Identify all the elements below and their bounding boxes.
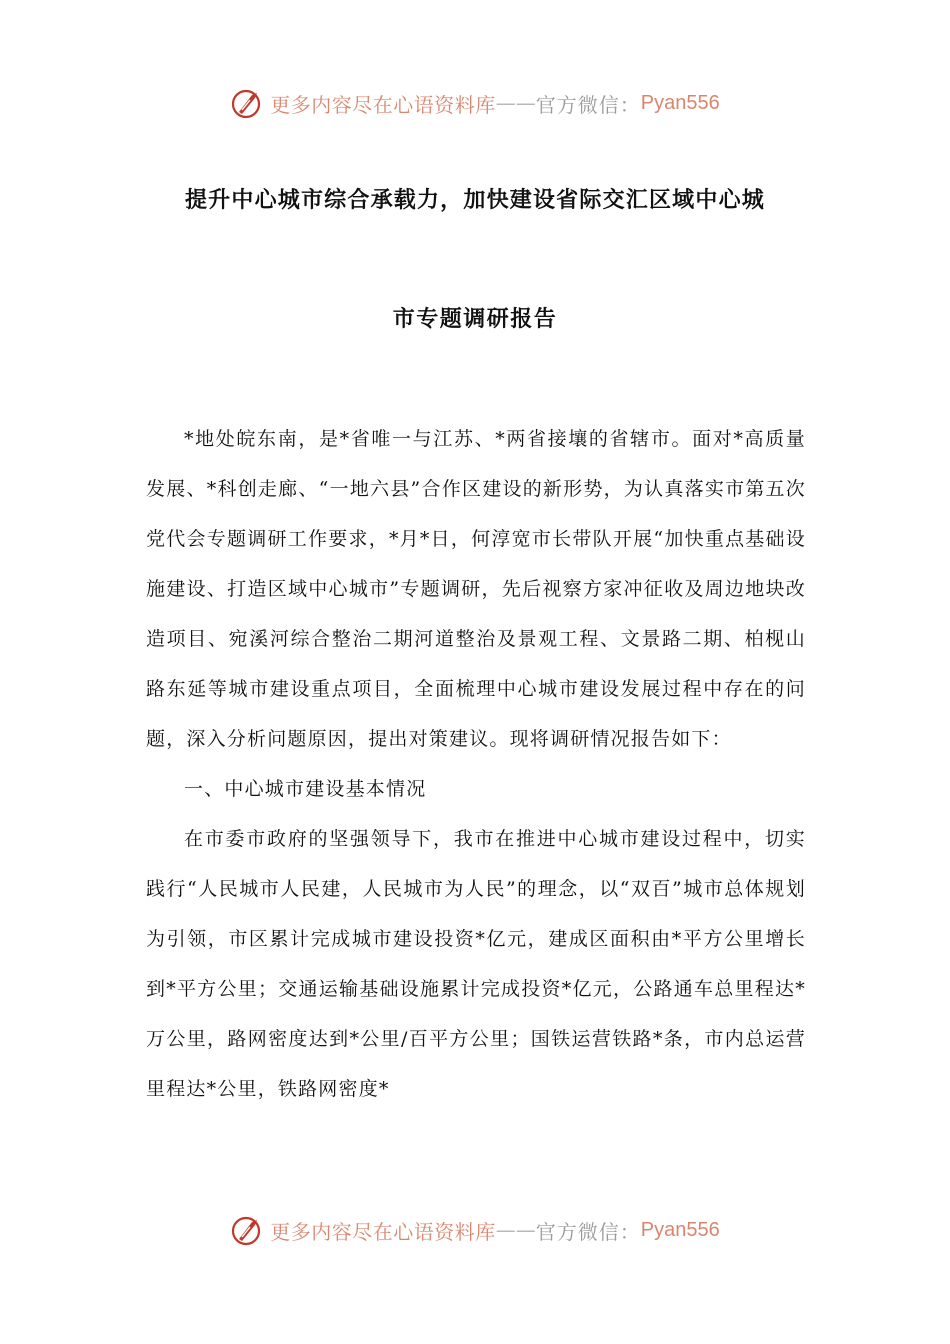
watermark-wechat-id: Pyan556 [640, 91, 720, 114]
section-heading-1: 一、中心城市建设基本情况 [184, 778, 427, 800]
watermark-wechat-label: 官方微信： [535, 92, 641, 117]
watermark-wechat-label: 官方微信： [535, 1219, 641, 1244]
watermark-text: 更多内容尽在心语资料库 [270, 92, 496, 117]
watermark-banner-bottom [0, 1210, 950, 1250]
pen-nib-circle-icon [230, 86, 264, 120]
pen-nib-circle-icon [230, 1213, 264, 1247]
watermark-banner-top [0, 83, 950, 123]
watermark-wechat-id: Pyan556 [640, 1218, 720, 1241]
document-title-line-2: 市专题调研报告 [392, 307, 558, 332]
paragraph-intro: *地处皖东南，是*省唯一与江苏、*两省接壤的省辖市。面对*高质量发展、*科创走廊、“一地六县”合作区建设的新形势，为认真落实市第五次党代会专题调研工作要求，*月*日，何淳宽市长带队开展“加快重点基础设施建设、打造区域中心城市”专题调研，先后视察方家冲征收及周边地块改造项目、宛溪河综合整治二期河道整治及景观工程、文景路二期、柏枧山路东延等城市建设重点项目，全面梳理中心城市建设发展过程中存在的问题，深入分析问题原因，提出对策建议。现将调研情况报告如下： [146, 428, 806, 750]
document-body [146, 414, 806, 1114]
watermark-text: 更多内容尽在心语资料库 [270, 1219, 496, 1244]
document-title-line-1: 提升中心城市综合承载力，加快建设省际交汇区域中心城 [184, 188, 765, 213]
watermark-dash: —— [495, 1218, 536, 1242]
watermark-dash: —— [495, 91, 536, 115]
paragraph-section-1: 在市委市政府的坚强领导下，我市在推进中心城市建设过程中，切实践行“人民城市人民建，人民城市为人民”的理念，以“双百”城市总体规划为引领，市区累计完成城市建设投资*亿元，建成区面积由*平方公里增长到*平方公里；交通运输基础设施累计完成投资*亿元，公路通车总里程达*万公里，路网密度达到*公里/百平方公里；国铁运营铁路*条，市内总运营里程达*公里，铁路网密度* [146, 828, 806, 1100]
